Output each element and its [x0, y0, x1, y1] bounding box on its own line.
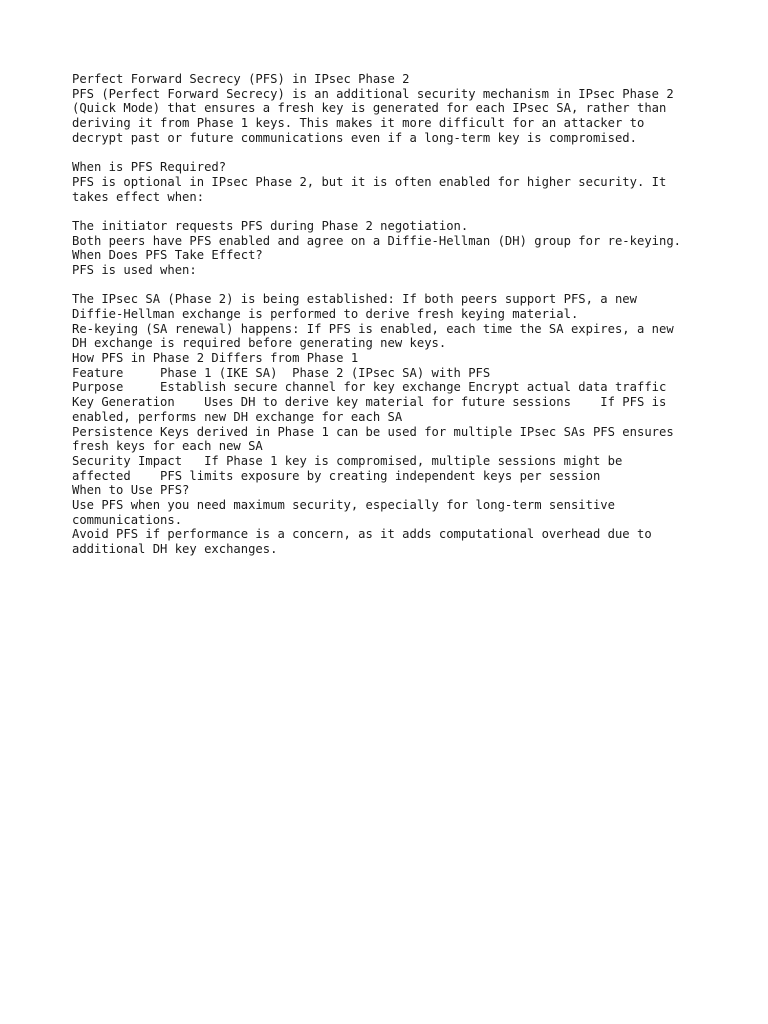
table-row: Security Impact If Phase 1 key is compromised, multiple sessions might be — [72, 453, 623, 468]
table-row: Persistence Keys derived in Phase 1 can be used for multiple IPsec SAs PFS ensures — [72, 424, 674, 439]
text-line: DH exchange is required before generating new keys. — [72, 336, 447, 351]
text-line: (Quick Mode) that ensures a fresh key is generated for each IPsec SA, rather than — [72, 101, 667, 116]
text-line: PFS is used when: — [72, 262, 197, 277]
table-header-row: Feature Phase 1 (IKE SA) Phase 2 (IPsec SA) with PFS — [72, 365, 491, 380]
text-line: PFS is optional in IPsec Phase 2, but it is often enabled for higher security. It — [72, 174, 667, 189]
text-line: communications. — [72, 512, 183, 527]
section-heading: When is PFS Required? — [72, 160, 227, 175]
section-heading: How PFS in Phase 2 Differs from Phase 1 — [72, 351, 359, 366]
text-line: Use PFS when you need maximum security, especially for long-term sensitive — [72, 497, 615, 512]
doc-title: Perfect Forward Secrecy (PFS) in IPsec Phase 2 — [72, 72, 410, 86]
table-row: Key Generation Uses DH to derive key material for future sessions If PFS is — [72, 395, 667, 410]
table-row: fresh keys for each new SA — [72, 439, 263, 454]
text-line: The initiator requests PFS during Phase 2 negotiation. — [72, 218, 469, 233]
text-line: additional DH key exchanges. — [72, 542, 278, 556]
text-line: Both peers have PFS enabled and agree on a Diffie-Hellman (DH) group for re-keying. — [72, 233, 682, 248]
document-body — [72, 72, 712, 557]
text-line: deriving it from Phase 1 keys. This makes it more difficult for an attacker to — [72, 116, 645, 131]
blank-line — [72, 278, 712, 293]
table-row: enabled, performs new DH exchange for each SA — [72, 409, 403, 424]
text-line: takes effect when: — [72, 189, 205, 204]
table-row: Purpose Establish secure channel for key exchange Encrypt actual data traffic — [72, 380, 667, 395]
text-line: PFS (Perfect Forward Secrecy) is an additional security mechanism in IPsec Phase 2 — [72, 86, 674, 101]
text-line: Re-keying (SA renewal) happens: If PFS is enabled, each time the SA expires, a new — [72, 321, 674, 336]
text-line: Avoid PFS if performance is a concern, as it adds computational overhead due to — [72, 527, 652, 542]
section-heading: When Does PFS Take Effect? — [72, 248, 263, 263]
blank-line — [72, 204, 712, 219]
section-heading: When to Use PFS? — [72, 483, 190, 498]
table-row: affected PFS limits exposure by creating independent keys per session — [72, 468, 601, 483]
text-line: decrypt past or future communications even if a long-term key is compromised. — [72, 130, 637, 145]
text-line: Diffie-Hellman exchange is performed to derive fresh keying material. — [72, 307, 579, 321]
blank-line — [72, 145, 712, 160]
text-line: The IPsec SA (Phase 2) is being established: If both peers support PFS, a new — [72, 292, 637, 307]
